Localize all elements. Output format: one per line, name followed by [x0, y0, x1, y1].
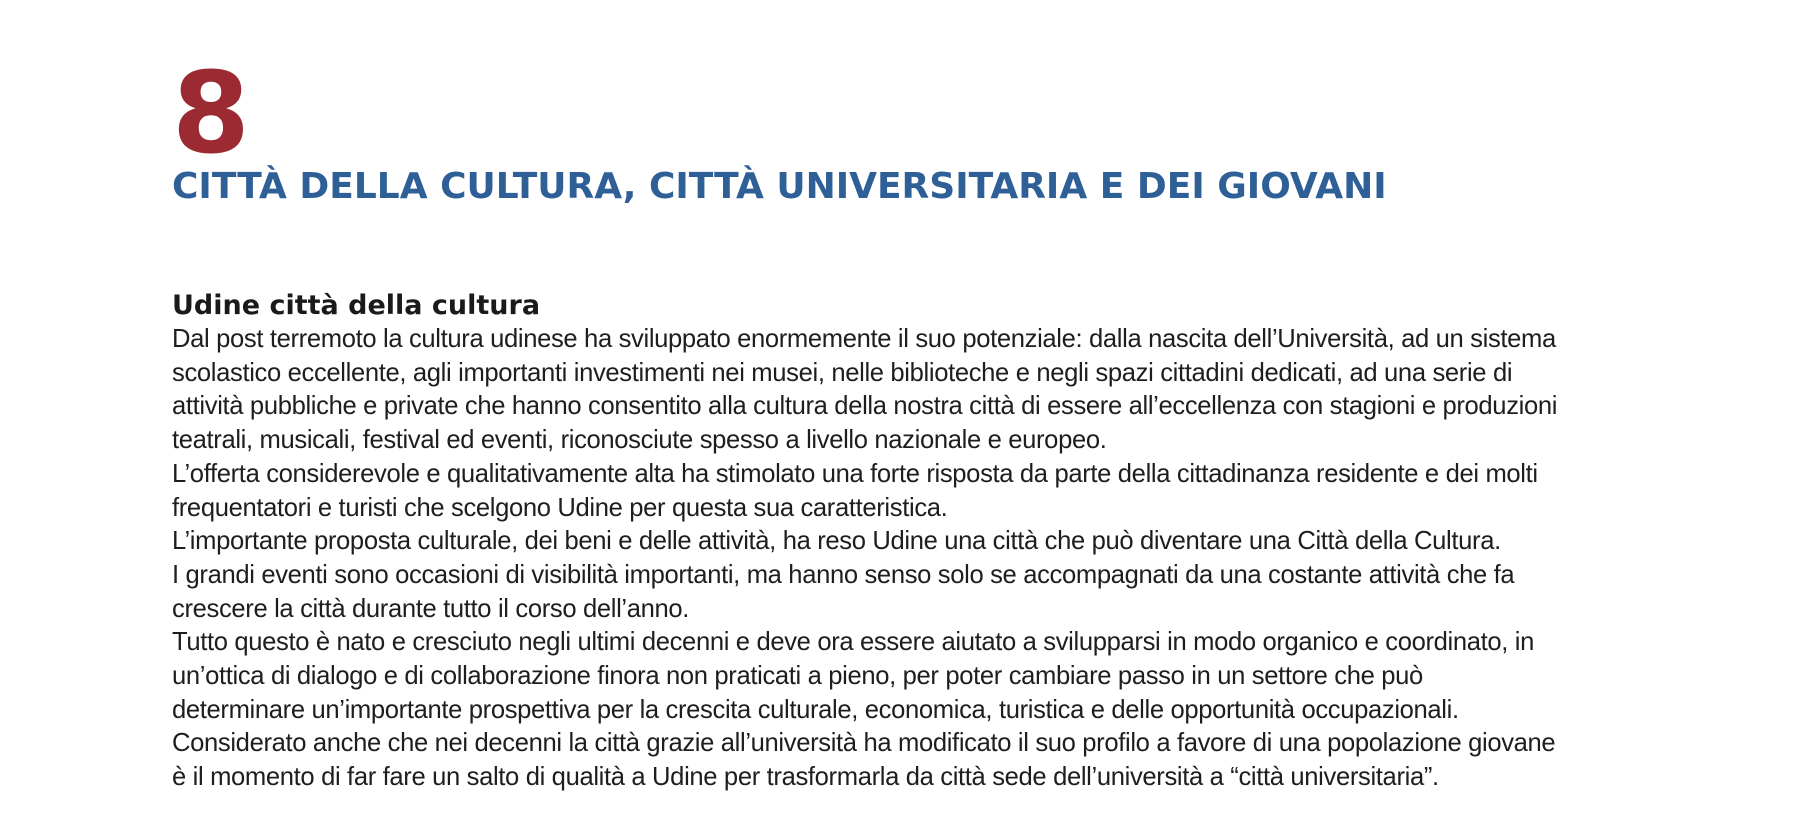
paragraph: Tutto questo è nato e cresciuto negli ultimi decenni e deve ora essere aiutato a svilupparsi in modo organico e coordinato, in un’ottica di dialogo e di collaborazione finora non praticati a pieno, per poter cambiare passo in un settore che può determinare un’importante prospettiva per la crescita culturale, economica, turistica e delle opportunità occupazionali.: [172, 628, 1535, 724]
paragraph: L’offerta considerevole e qualitativamente alta ha stimolato una forte risposta da parte della cittadinanza residente e dei molti frequentatori e turisti che scelgono Udine per questa sua caratteristica.: [172, 459, 1538, 522]
paragraph: Dal post terremoto la cultura udinese ha sviluppato enormemente il suo potenziale: dalla nascita dell’Università, ad un sistema scolastico eccellente, agli importanti investimenti nei musei, nelle biblioteche e negli spazi cittadini dedicati, ad una serie di attività pubbliche e private che hanno consentito alla cultura della nostra città di essere all’eccellenza con stagioni e produzioni teatrali, musicali, festival ed eventi, riconosciute spesso a livello nazionale e europeo.: [172, 325, 1558, 455]
paragraph: Considerato anche che nei decenni la città grazie all’università ha modificato il suo profilo a favore di una popolazione giovane è il momento di far fare un salto di qualità a Udine per trasformarla da città sede dell’università a “città universitaria”.: [172, 729, 1556, 792]
section-heading: Udine città della cultura: [172, 290, 541, 321]
chapter-number: 8: [172, 49, 248, 179]
document-page: [172, 49, 1662, 792]
chapter-title: CITTÀ DELLA CULTURA, CITTÀ UNIVERSITARIA E DEI GIOVANI: [172, 166, 1387, 207]
section-udine-citta-cultura: [172, 289, 1662, 795]
paragraph: L’importante proposta culturale, dei beni e delle attività, ha reso Udine una città che può diventare una Città della Cultura.: [172, 527, 1501, 556]
paragraph: I grandi eventi sono occasioni di visibilità importanti, ma hanno senso solo se accompagnati da una costante attività che fa crescere la città durante tutto il corso dell’anno.: [172, 560, 1515, 623]
